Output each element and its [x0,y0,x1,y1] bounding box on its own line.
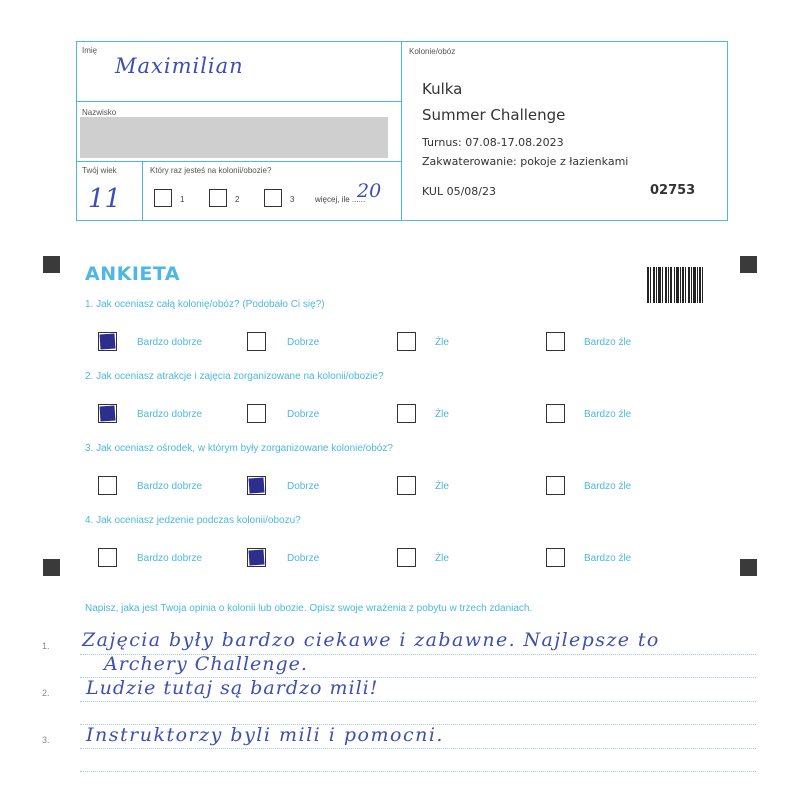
question-2-text: 2. Jak oceniasz atrakcje i zajęcia zorganizowane na kolonii/obozie? [85,371,384,382]
question-4-option-1-label: Bardzo dobrze [137,553,203,564]
question-4-option-2-label: Dobrze [287,553,320,564]
question-2-option-4-checkbox[interactable] [546,404,565,423]
times-checkbox-3[interactable] [264,189,282,207]
question-4-option-3-checkbox[interactable] [397,548,416,567]
header-divider-surname [76,161,402,162]
header-divider-vertical [401,41,402,221]
camp-program: Summer Challenge [422,106,566,124]
line-number-1: 1. [42,641,50,651]
question-4-option-4-checkbox[interactable] [546,548,565,567]
line-number-3: 3. [42,735,50,745]
barcode [647,267,703,303]
question-2-option-1-label: Bardzo dobrze [137,409,203,420]
question-2-option-2-label: Dobrze [287,409,320,420]
question-3-option-4-checkbox[interactable] [546,476,565,495]
question-1-option-1-label: Bardzo dobrze [137,337,203,348]
question-1-option-4-label: Bardzo źle [584,337,632,348]
survey-title: ANKIETA [85,263,181,285]
question-2-option-1-checkbox[interactable] [98,404,117,423]
name-value[interactable]: Maximilian [115,54,244,78]
age-value[interactable]: 11 [88,184,122,214]
answer-1-line-1[interactable]: Zajęcia były bardzo ciekawe i zabawne. Najlepsze to [82,629,660,651]
header-divider-name [76,101,402,102]
question-1-option-3-checkbox[interactable] [397,332,416,351]
camp-number: 02753 [650,183,696,198]
times-more-value[interactable]: 20 [357,180,382,202]
answer-line [80,771,756,772]
name-label: Imię [82,46,98,55]
registration-marker-bottom-right [740,559,757,576]
question-1-option-4-checkbox[interactable] [546,332,565,351]
question-3-option-4-label: Bardzo źle [584,481,632,492]
times-checkbox-2[interactable] [209,189,227,207]
camp-accommodation: Zakwaterowanie: pokoje z łazienkami [422,155,629,168]
question-4-text: 4. Jak oceniasz jedzenie podczas kolonii/obozu? [85,515,301,526]
question-2-option-3-label: Źle [435,409,449,420]
question-4-option-1-checkbox[interactable] [98,548,117,567]
question-3-option-2-label: Dobrze [287,481,320,492]
line-number-2: 2. [42,688,50,698]
times-option-3: 3 [290,195,295,204]
answer-3[interactable]: Instruktorzy byli mili i pomocni. [86,724,444,746]
surname-label: Nazwisko [82,108,117,117]
question-4-option-3-label: Źle [435,553,449,564]
question-1-option-3-label: Źle [435,337,449,348]
question-3-text: 3. Jak oceniasz ośrodek, w którym były zorganizowane kolonie/obóz? [85,443,393,454]
opinion-instruction: Napisz, jaka jest Twoja opinia o kolonii lub obozie. Opisz swoje wrażenia z pobytu w trzech zdaniach. [85,603,533,614]
registration-marker-top-right [740,256,757,273]
question-4-option-4-label: Bardzo źle [584,553,632,564]
answer-line [80,748,756,749]
surname-redaction [80,117,388,158]
answer-2[interactable]: Ludzie tutaj są bardzo mili! [86,677,379,699]
question-3-option-3-checkbox[interactable] [397,476,416,495]
question-3-option-3-label: Źle [435,481,449,492]
question-2-option-4-label: Bardzo źle [584,409,632,420]
question-3-option-2-checkbox[interactable] [247,476,266,495]
question-2-option-3-checkbox[interactable] [397,404,416,423]
camp-turnus: Turnus: 07.08-17.08.2023 [422,136,564,149]
header-divider-age [142,161,143,221]
question-3-option-1-checkbox[interactable] [98,476,117,495]
times-option-1: 1 [180,195,185,204]
question-1-option-1-checkbox[interactable] [98,332,117,351]
question-1-text: 1. Jak oceniasz całą kolonię/obóz? (Podobało Ci się?) [85,299,325,310]
times-option-2: 2 [235,195,240,204]
registration-marker-bottom-left [43,559,60,576]
camp-code: KUL 05/08/23 [422,185,496,198]
camp-name: Kulka [422,80,463,98]
question-3-option-1-label: Bardzo dobrze [137,481,203,492]
answer-1-line-2[interactable]: Archery Challenge. [104,653,308,675]
times-label: Który raz jesteś na kolonii/obozie? [150,166,272,175]
times-more-label: więcej, ile ...... [315,195,366,204]
question-1-option-2-label: Dobrze [287,337,320,348]
age-label: Twój wiek [82,166,117,175]
camp-label: Kolonie/obóz [409,47,456,56]
answer-line [80,701,756,702]
question-2-option-2-checkbox[interactable] [247,404,266,423]
times-checkbox-1[interactable] [154,189,172,207]
question-1-option-2-checkbox[interactable] [247,332,266,351]
question-4-option-2-checkbox[interactable] [247,548,266,567]
registration-marker-top-left [43,256,60,273]
